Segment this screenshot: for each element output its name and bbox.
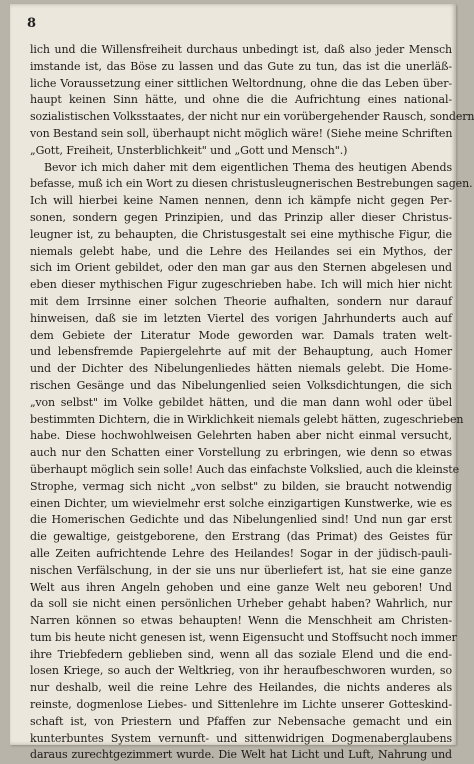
text-line: dem Gebiete der Literatur Mode geworden war. Damals traten welt- [30,328,452,342]
text-line: schaft ist, von Priestern und Pfaffen zur Nebensache gemacht und ein [30,714,452,728]
page-number: 8 [27,16,37,31]
text-line: habe. Diese hochwohlweisen Gelehrten haben aber nicht einmal versucht, [30,429,452,443]
text-line: Bevor ich mich daher mit dem eigentlichen Thema des heutigen Abends [44,160,452,174]
text-line: daraus zurechtgezimmert wurde. Die Welt hat Licht und Luft, Nahrung und [30,748,452,762]
text-line: und der Dichter des Nibelungenliedes hätten niemals gelebt. Die Home- [30,362,452,376]
text-line: befasse, muß ich ein Wort zu diesen christusleugnerischen Bestrebungen sagen. [30,177,473,191]
text-line: überhaupt möglich sein solle! Auch das einfachste Volkslied, auch die kleinste [30,462,459,476]
text-line: einen Dichter, um wievielmehr erst solche einzigartigen Kunstwerke, wie es [30,496,452,510]
text-line: tum bis heute nicht genesen ist, wenn Eigensucht und Stoffsucht noch immer [30,630,457,644]
text-line: sonen, sondern gegen Prinzipien, und das Prinzip aller dieser Christus- [30,210,452,224]
text-line: nur deshalb, weil die reine Lehre des Heilandes, die nichts anderes als [30,681,452,695]
text-line: eben dieser mythischen Figur zugeschrieben habe. Ich will mich hier nicht [30,278,452,292]
text-line: losen Kriege, so auch der Weltkrieg, von ihr heraufbeschworen wurden, so [30,664,452,678]
text-line: und lebensfremde Papiergelehrte auf mit der Behauptung, auch Homer [30,345,452,359]
text-line: sozialistischen Volksstaates, der nicht nur ein vorübergehender Rausch, sondern [30,110,474,124]
text-line: leugner ist, zu behaupten, die Christusgestalt sei eine mythische Figur, die [30,227,452,241]
text-line: rischen Gesänge und das Nibelungenlied seien Volksdichtungen, die sich [30,378,452,392]
text-line: niemals gelebt habe, und die Lehre des Heilandes sei ein Mythos, der [30,244,452,258]
text-line: nischen Verfälschung, in der sie uns nur überliefert ist, hat sie eine ganze [30,563,452,577]
text-line: „Gott, Freiheit, Unsterblichkeit" und „Gott und Mensch".) [30,143,348,157]
body-text [30,42,474,764]
book-page [10,4,474,762]
text-line: kunterbuntes System vernunft- und sittenwidrigen Dogmenaberglaubens [30,731,452,745]
text-line: da soll sie nicht einen persönlichen Urheber gehabt haben? Wahrlich, nur [30,597,452,611]
text-line: lich und die Willensfreiheit durchaus unbedingt ist, daß also jeder Mensch [30,43,452,56]
text-line: „von selbst" im Volke gebildet hätten, und die man dann wohl oder übel [30,395,452,409]
text-line: mit dem Irrsinne einer solchen Theorie aufhalten, sondern nur darauf [30,294,452,308]
text-line: liche Voraussetzung einer sittlichen Weltordnung, ohne die das Leben über- [30,76,452,90]
text-line: die gewaltige, geistgeborene, den Erstrang (das Primat) des Geistes für [30,530,452,544]
text-line: reinste, dogmenlose Liebes- und Sittenlehre im Lichte unserer Gotteskind- [30,698,452,712]
text-line: bestimmten Dichtern, die in Wirklichkeit niemals gelebt hätten, zugeschrieben [30,412,464,426]
text-line: Narren können so etwas behaupten! Wenn die Menschheit am Christen- [30,614,452,628]
text-line: alle Zeiten aufrichtende Lehre des Heilandes! Sogar in der jüdisch-pauli- [30,546,452,560]
text-line: Strophe, vermag sich nicht „von selbst" zu bilden, sie braucht notwendig [30,479,452,493]
text-line: Ich will hierbei keine Namen nennen, denn ich kämpfe nicht gegen Per- [30,194,452,208]
text-line: ihre Triebfedern geblieben sind, wenn all das soziale Elend und die end- [30,647,452,661]
text-line: die Homerischen Gedichte und das Nibelungenlied sind! Und nun gar erst [30,513,452,527]
text-line: auch nur den Schatten einer Vorstellung zu erbringen, wie denn so etwas [30,446,452,460]
text-line: hinweisen, daß sie im letzten Viertel des vorigen Jahrhunderts auch auf [30,311,452,325]
text-line: haupt keinen Sinn hätte, und ohne die die Aufrichtung eines national- [30,93,452,107]
text-line: imstande ist, das Böse zu lassen und das Gute zu tun, das ist die unerläß- [30,59,452,73]
text-line: sich im Orient gebildet, oder den man gar aus den Sternen abgelesen und [30,261,452,275]
text-line: von Bestand sein soll, überhaupt nicht möglich wäre! (Siehe meine Schriften [30,126,453,140]
text-line: Welt aus ihren Angeln gehoben und eine ganze Welt neu geboren! Und [30,580,452,594]
